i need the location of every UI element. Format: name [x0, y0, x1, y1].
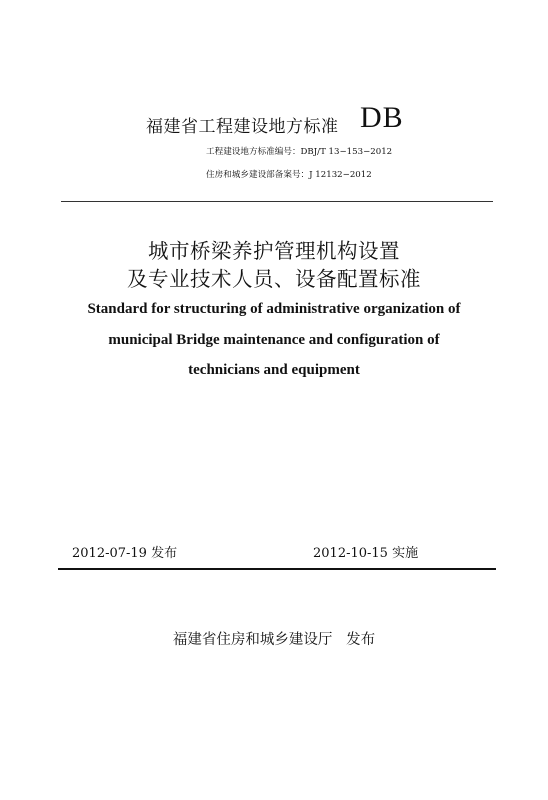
chinese-title-line-1: 城市桥梁养护管理机构设置	[148, 239, 400, 263]
effective-date: 2012-10-15 实施	[313, 546, 419, 561]
standard-number: 工程建设地方标准编号：DBJ/T 13−153−2012	[206, 147, 393, 157]
english-title-line-2: municipal Bridge maintenance and configuration of	[108, 332, 440, 348]
publisher-line: 福建省住房和城乡建设厅 发布	[172, 632, 376, 648]
db-code-mark: DB	[360, 101, 404, 134]
record-number: 住房和城乡建设部备案号：J 12132−2012	[206, 170, 372, 180]
chinese-title-line-2: 及专业技术人员、设备配置标准	[127, 267, 421, 291]
footer-divider	[58, 568, 496, 570]
document-header-title: 福建省工程建设地方标准	[146, 117, 339, 137]
english-title-line-3: technicians and equipment	[188, 362, 360, 378]
header-divider	[61, 201, 493, 202]
issue-date: 2012-07-19 发布	[72, 546, 178, 561]
english-title-line-1: Standard for structuring of administrative organization of	[87, 301, 461, 317]
